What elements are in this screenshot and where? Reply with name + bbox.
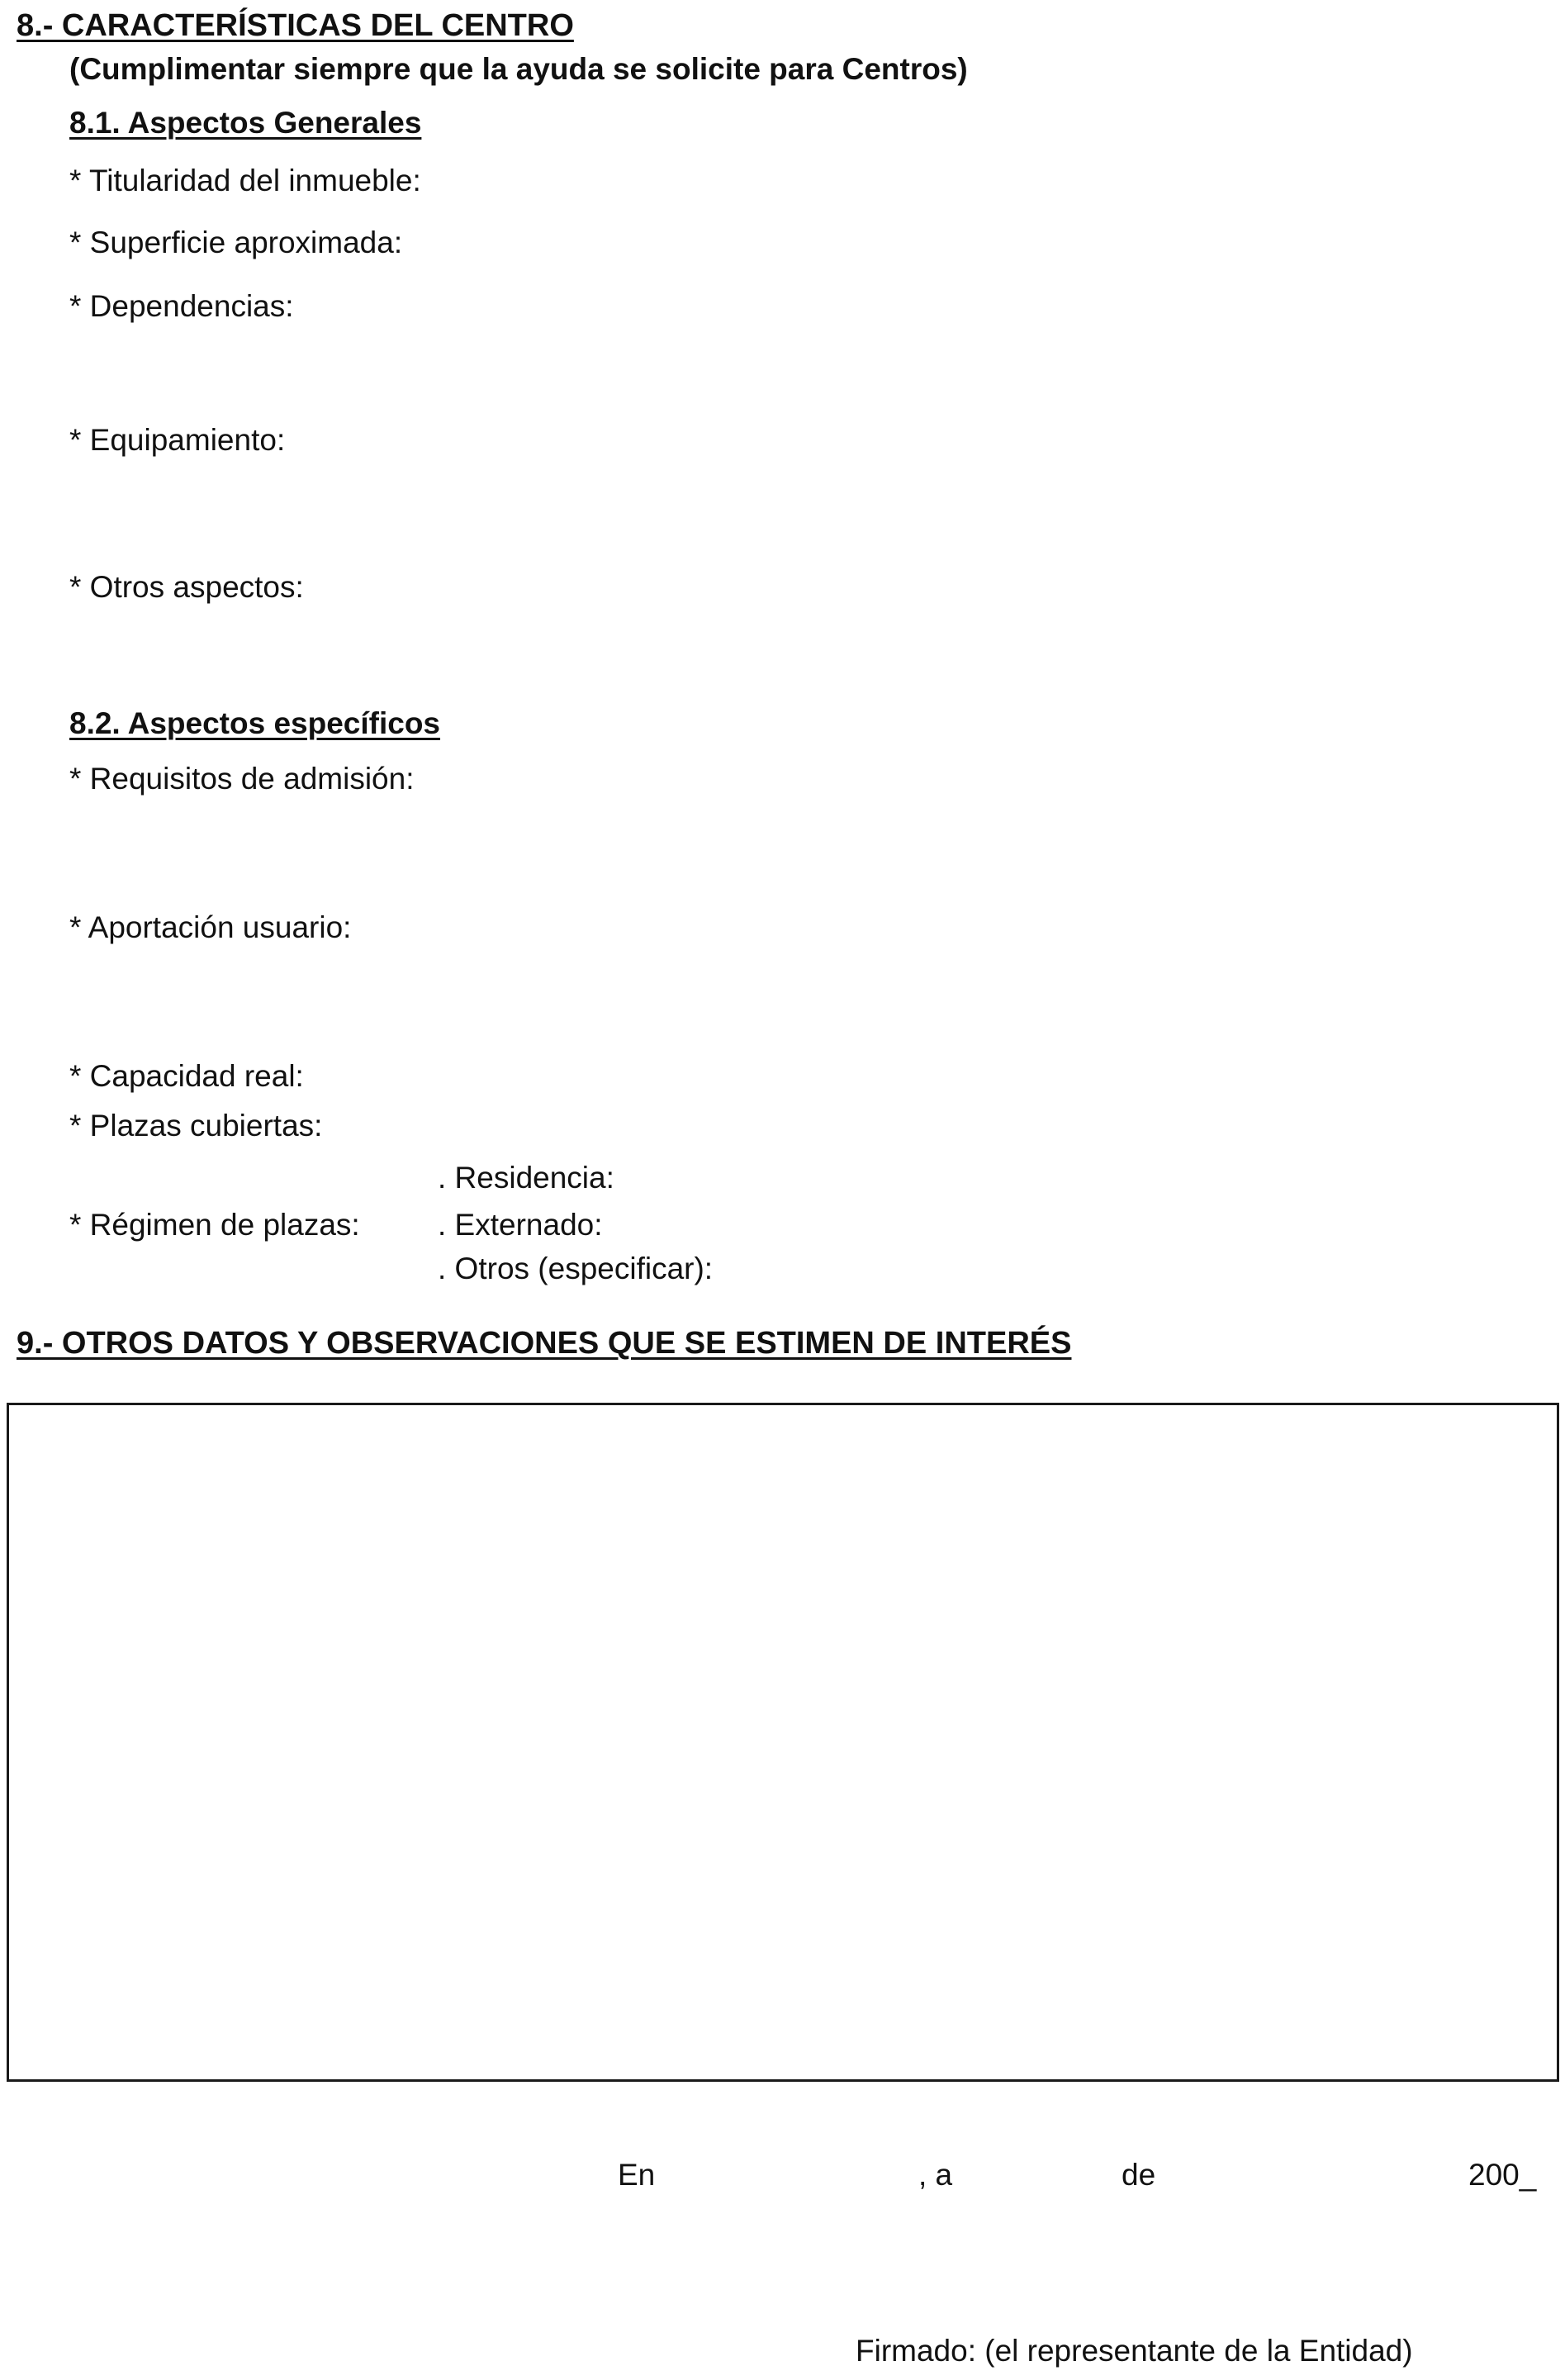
specific-aspects-heading: 8.2. Aspectos específicos	[69, 706, 441, 740]
month-de-label: de	[1122, 2158, 1156, 2192]
general-aspects-heading: 8.1. Aspectos Generales	[69, 106, 422, 140]
place-en-label: En	[618, 2158, 656, 2192]
residencia-label: . Residencia:	[438, 1161, 614, 1195]
externado-label: . Externado:	[438, 1208, 603, 1242]
year-label: 200_	[1468, 2158, 1537, 2192]
section-8-title: 8.- CARACTERÍSTICAS DEL CENTRO	[17, 8, 574, 43]
aportacion-label: * Aportación usuario:	[69, 910, 352, 944]
superficie-label: * Superficie aproximada:	[69, 226, 403, 259]
requisitos-label: * Requisitos de admisión:	[69, 762, 415, 796]
otros-especificar-label: . Otros (especificar):	[438, 1252, 714, 1285]
section-9-title: 9.- OTROS DATOS Y OBSERVACIONES QUE SE ESTIMEN DE INTERÉS	[17, 1326, 1072, 1361]
capacidad-label: * Capacidad real:	[69, 1059, 304, 1093]
regimen-label: * Régimen de plazas:	[69, 1208, 360, 1242]
section-8-subtitle: (Cumplimentar siempre que la ayuda se solicite para Centros)	[69, 52, 968, 86]
equipamiento-label: * Equipamiento:	[69, 423, 286, 457]
signature-label: Firmado: (el representante de la Entidad)	[856, 2334, 1413, 2368]
otros-aspectos-label: * Otros aspectos:	[69, 570, 304, 604]
day-a-label: , a	[918, 2158, 953, 2192]
plazas-label: * Plazas cubiertas:	[69, 1109, 323, 1142]
dependencias-label: * Dependencias:	[69, 289, 294, 323]
titularidad-label: * Titularidad del inmueble:	[69, 164, 421, 197]
observations-box[interactable]	[7, 1403, 1559, 2082]
